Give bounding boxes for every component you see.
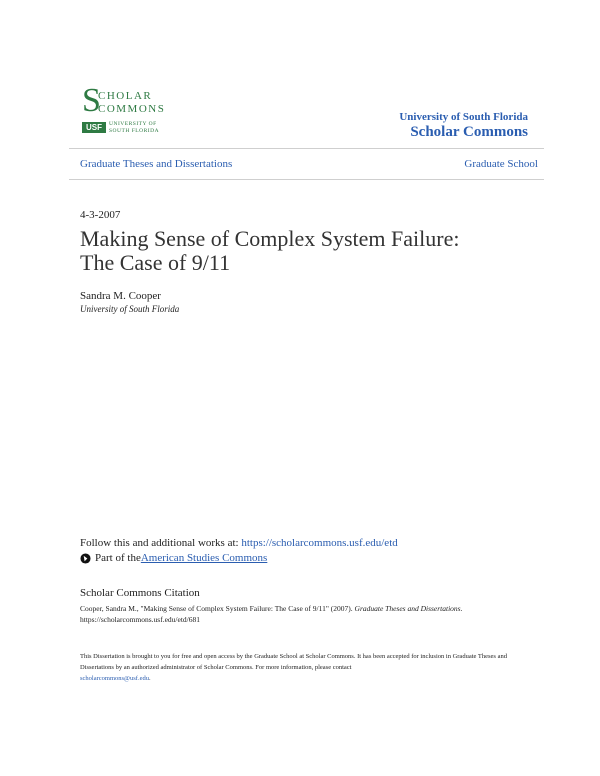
citation-body: Cooper, Sandra M., "Making Sense of Complex System Failure: The Case of 9/11" (2007). [80,604,355,613]
part-of-text: Part of the [95,552,141,564]
citation-journal: Graduate Theses and Dissertations. [354,604,463,613]
logo-letter-s: S [82,82,101,119]
nav-divider [69,179,544,180]
logo-word-1: CHOLAR [98,90,153,102]
citation-text [80,603,510,625]
university-link[interactable]: University of South Florida [399,111,528,123]
publication-date: 4-3-2007 [80,209,121,221]
citation-heading: Scholar Commons Citation [80,587,200,599]
top-divider [69,148,544,149]
repository-link[interactable]: Scholar Commons [410,124,528,140]
follow-line [80,537,398,549]
author-affiliation: University of South Florida [80,304,180,314]
disclaimer-end: . [149,675,151,682]
collection-link[interactable]: Graduate Theses and Dissertations [80,158,233,170]
logo-usf-badge: USF [82,122,106,133]
american-studies-link[interactable]: American Studies Commons [140,552,268,564]
scholar-commons-logo[interactable] [82,82,166,140]
document-title: Making Sense of Complex System Failure: The Case of 9/11 [80,226,460,275]
school-link[interactable]: Graduate School [464,158,538,170]
contact-email-link[interactable]: scholarcommons@usf.edu [80,675,149,682]
follow-text: Follow this and additional works at: [80,537,242,549]
disclaimer [80,651,510,684]
logo-word-2: COMMONS [98,103,166,115]
citation-url[interactable]: https://scholarcommons.usf.edu/etd/681 [80,615,200,624]
part-of-line [80,552,267,564]
network-pen-icon [80,553,91,564]
logo-university-text: UNIVERSITY OF SOUTH FLORIDA [109,121,160,134]
institution-header [399,111,528,141]
disclaimer-text: This Dissertation is brought to you for free and open access by the Graduate School at Scholar Commons. It has been accepted for inclusion in Graduate Theses and Dissertations by an authorized administrator of Scholar Commons. For more information, please contact [80,653,507,671]
etd-url-link[interactable]: https://scholarcommons.usf.edu/etd [241,537,398,549]
author-name: Sandra M. Cooper [80,290,161,302]
